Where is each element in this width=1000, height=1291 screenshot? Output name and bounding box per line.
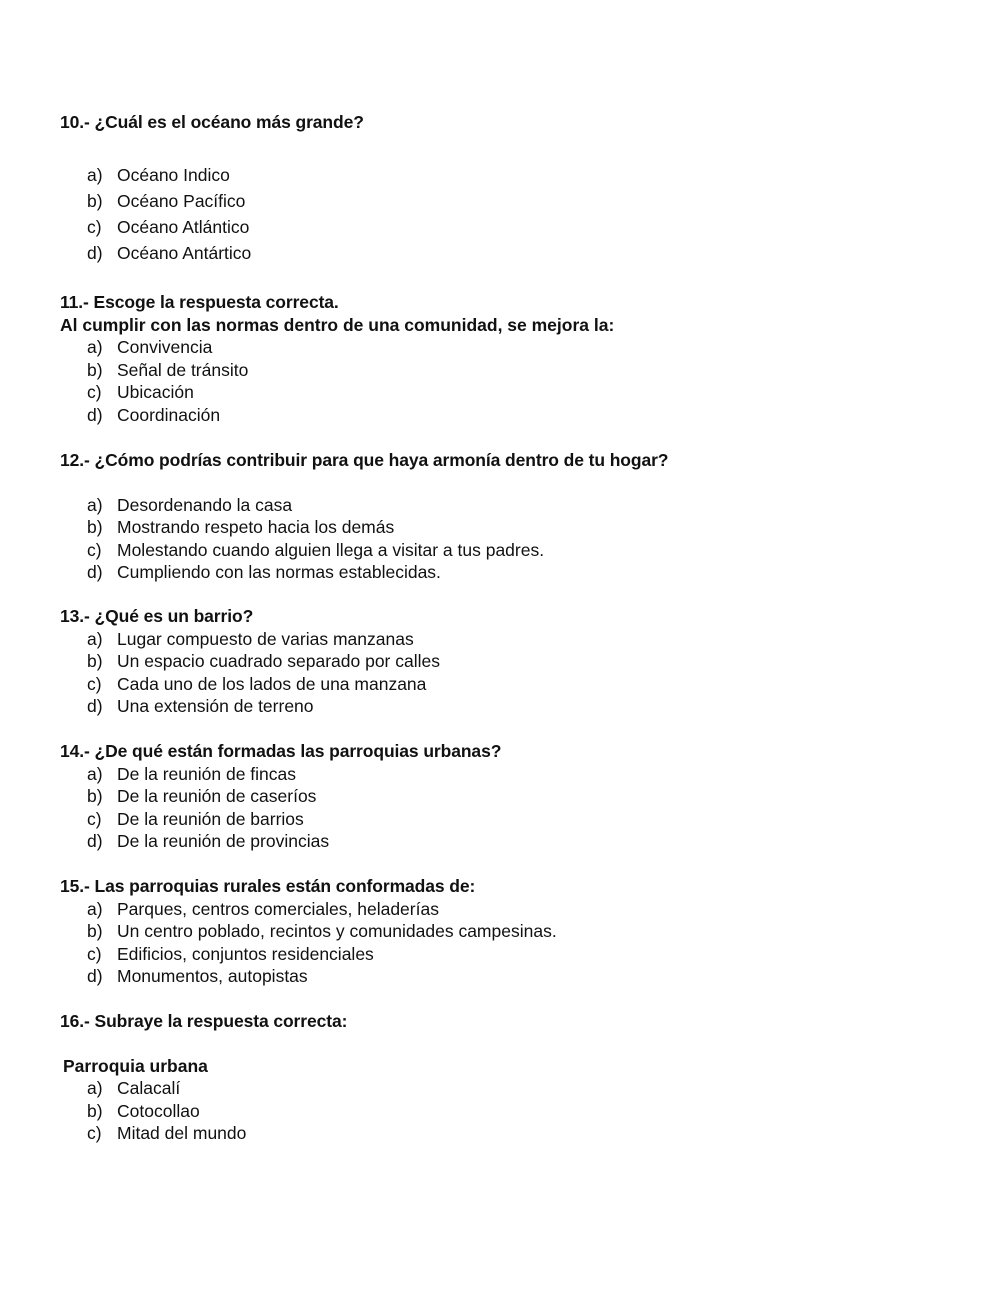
option-text: Océano Indico	[117, 164, 230, 185]
question-title: 10.- ¿Cuál es el océano más grande?	[60, 112, 364, 132]
option-letter: c)	[87, 943, 102, 964]
option-letter: d)	[87, 242, 103, 263]
question-13	[60, 605, 960, 718]
option-list	[60, 1077, 960, 1145]
question-title: 14.- ¿De qué están formadas las parroquias urbanas?	[60, 741, 502, 761]
question-14	[60, 740, 960, 853]
option-text: Mitad del mundo	[117, 1123, 247, 1143]
option-letter: d)	[87, 562, 103, 582]
option-text: Una extensión de terreno	[117, 696, 314, 716]
option-letter: b)	[87, 921, 103, 941]
question-10	[60, 111, 960, 266]
option-text: Cumpliendo con las normas establecidas.	[117, 562, 441, 582]
option-letter: c)	[87, 382, 102, 402]
option-c[interactable]	[60, 1122, 960, 1145]
option-letter: c)	[87, 808, 102, 829]
option-d[interactable]	[60, 561, 960, 584]
option-d[interactable]	[60, 965, 960, 988]
option-list	[60, 898, 960, 988]
option-letter: d)	[87, 696, 103, 716]
option-text: Mostrando respeto hacia los demás	[117, 517, 395, 537]
option-text: Cotocollao	[117, 1100, 200, 1121]
option-a[interactable]	[60, 162, 960, 188]
option-letter: b)	[87, 1100, 103, 1121]
option-c[interactable]	[60, 943, 960, 966]
option-list	[60, 494, 960, 584]
option-a[interactable]	[60, 336, 960, 359]
option-d[interactable]	[60, 240, 960, 266]
option-text: Monumentos, autopistas	[117, 966, 308, 986]
option-c[interactable]	[60, 539, 960, 562]
option-text: Señal de tránsito	[117, 359, 249, 380]
option-letter: b)	[87, 517, 103, 537]
option-text: Parques, centros comerciales, heladerías	[117, 898, 439, 919]
option-text: De la reunión de barrios	[117, 808, 304, 829]
option-letter: b)	[87, 651, 103, 671]
option-letter: b)	[87, 786, 103, 806]
option-letter: c)	[87, 1123, 102, 1143]
option-letter: c)	[87, 539, 102, 560]
option-letter: a)	[87, 1078, 103, 1098]
option-text: Océano Pacífico	[117, 190, 246, 211]
option-d[interactable]	[60, 830, 960, 853]
option-a[interactable]	[60, 1077, 960, 1100]
option-list	[60, 162, 960, 266]
option-b[interactable]	[60, 650, 960, 673]
question-title: 12.- ¿Cómo podrías contribuir para que haya armonía dentro de tu hogar?	[60, 450, 669, 470]
option-text: Calacalí	[117, 1078, 181, 1098]
option-text: Coordinación	[117, 404, 221, 425]
option-text: Océano Atlántico	[117, 216, 250, 237]
question-15	[60, 875, 960, 988]
option-b[interactable]	[60, 516, 960, 539]
option-text: Cada uno de los lados de una manzana	[117, 673, 427, 694]
option-text: Desordenando la casa	[117, 494, 293, 515]
option-a[interactable]	[60, 898, 960, 921]
option-letter: b)	[87, 190, 103, 211]
option-letter: a)	[87, 337, 103, 357]
option-letter: a)	[87, 164, 103, 185]
option-b[interactable]	[60, 920, 960, 943]
option-text: Edificios, conjuntos residenciales	[117, 943, 374, 964]
question-subtitle: Parroquia urbana	[63, 1055, 208, 1076]
option-letter: d)	[87, 966, 103, 986]
option-text: De la reunión de fincas	[117, 763, 296, 784]
option-list	[60, 763, 960, 853]
option-a[interactable]	[60, 494, 960, 517]
option-letter: d)	[87, 831, 103, 851]
option-letter: a)	[87, 763, 103, 784]
option-c[interactable]	[60, 673, 960, 696]
question-title: 13.- ¿Qué es un barrio?	[60, 606, 254, 626]
question-title: 15.- Las parroquias rurales están conformadas de:	[60, 876, 476, 896]
option-list	[60, 336, 960, 426]
option-list	[60, 628, 960, 718]
option-text: De la reunión de caseríos	[117, 786, 317, 806]
option-b[interactable]	[60, 188, 960, 214]
option-letter: d)	[87, 404, 103, 425]
option-d[interactable]	[60, 404, 960, 427]
option-letter: a)	[87, 494, 103, 515]
option-letter: c)	[87, 216, 102, 237]
option-c[interactable]	[60, 381, 960, 404]
option-text: Un espacio cuadrado separado por calles	[117, 651, 440, 671]
option-c[interactable]	[60, 808, 960, 831]
question-11	[60, 291, 960, 426]
option-c[interactable]	[60, 214, 960, 240]
option-text: Ubicación	[117, 382, 194, 402]
option-text: De la reunión de provincias	[117, 831, 330, 851]
option-text: Un centro poblado, recintos y comunidades campesinas.	[117, 921, 557, 941]
option-letter: b)	[87, 359, 103, 380]
option-text: Molestando cuando alguien llega a visitar a tus padres.	[117, 539, 545, 560]
option-text: Lugar compuesto de varias manzanas	[117, 628, 414, 649]
question-12	[60, 449, 960, 584]
option-d[interactable]	[60, 695, 960, 718]
option-a[interactable]	[60, 763, 960, 786]
question-title: 16.- Subraye la respuesta correcta:	[60, 1011, 348, 1031]
option-letter: a)	[87, 628, 103, 649]
option-b[interactable]	[60, 359, 960, 382]
option-letter: c)	[87, 673, 102, 694]
option-b[interactable]	[60, 785, 960, 808]
option-b[interactable]	[60, 1100, 960, 1123]
question-title: 11.- Escoge la respuesta correcta.	[60, 292, 339, 312]
option-text: Océano Antártico	[117, 242, 252, 263]
option-text: Convivencia	[117, 337, 213, 357]
option-a[interactable]	[60, 628, 960, 651]
option-letter: a)	[87, 898, 103, 919]
question-16	[60, 1010, 960, 1145]
question-subtitle: Al cumplir con las normas dentro de una comunidad, se mejora la:	[60, 314, 615, 335]
